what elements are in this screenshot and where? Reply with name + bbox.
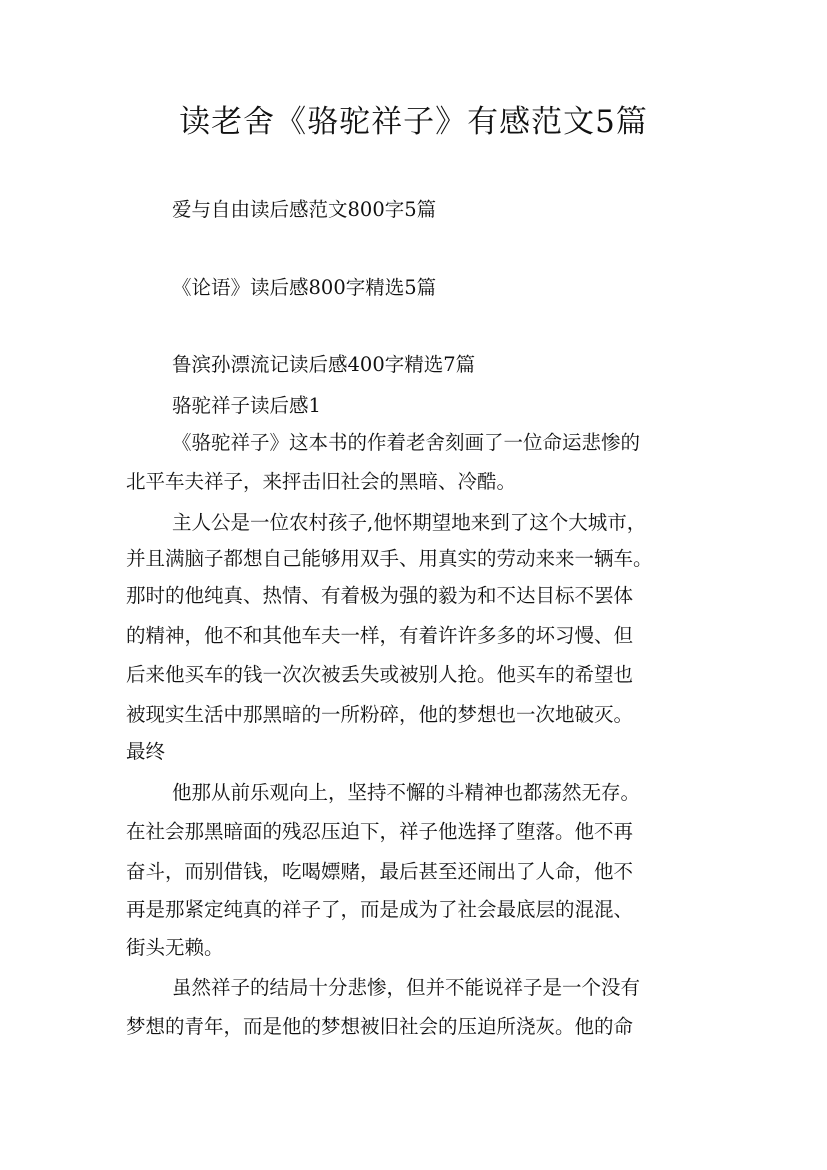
body-line: 在社会那黑暗面的残忍压迫下，祥子他选择了堕落。他不再 xyxy=(126,820,634,843)
related-article-2[interactable]: 《论语》读后感800字精选5篇 xyxy=(172,276,437,299)
body-line: 梦想的青年，而是他的梦想被旧社会的压迫所浇灰。他的命 xyxy=(126,1015,634,1038)
body-line: 他那从前乐观向上，坚持不懈的斗精神也都荡然无存。 xyxy=(172,781,641,804)
body-line: 奋斗，而别借钱，吃喝嫖赌，最后甚至还闹出了人命，他不 xyxy=(126,860,634,883)
body-line: 被现实生活中那黑暗的一所粉碎，他的梦想也一次地破灭。 xyxy=(126,703,634,726)
body-line: 再是那紧定纯真的祥子了，而是成为了社会最底层的混混、 xyxy=(126,898,634,921)
body-line: 街头无赖。 xyxy=(126,936,224,959)
body-line: 后来他买车的钱一次次被丢失或被别人抢。他买车的希望也 xyxy=(126,663,634,686)
body-line: 那时的他纯真、热情、有着极为强的毅为和不达目标不罢体 xyxy=(126,584,634,607)
body-line: 并且满脑子都想自己能够用双手、用真实的劳动来来一辆车。 xyxy=(126,547,653,570)
related-article-1[interactable]: 爱与自由读后感范文800字5篇 xyxy=(172,198,437,221)
section-heading: 骆驼祥子读后感1 xyxy=(172,394,321,417)
body-line: 《骆驼祥子》这本书的作着老舍刻画了一位命运悲惨的 xyxy=(172,431,641,454)
related-article-3[interactable]: 鲁滨孙漂流记读后感400字精选7篇 xyxy=(172,353,476,376)
document-title: 读老舍《骆驼祥子》有感范文5篇 xyxy=(179,104,648,140)
body-line: 虽然祥子的结局十分悲惨，但并不能说祥子是一个没有 xyxy=(172,976,641,999)
body-line: 最终 xyxy=(126,740,166,763)
body-line: 的精神，他不和其他车夫一样，有着许许多多的坏习慢、但 xyxy=(126,624,634,647)
body-line: 北平车夫祥子，来抨击旧社会的黑暗、冷酷。 xyxy=(126,470,517,493)
body-line: 主人公是一位农村孩子,他怀期望地来到了这个大城市， xyxy=(172,511,647,534)
